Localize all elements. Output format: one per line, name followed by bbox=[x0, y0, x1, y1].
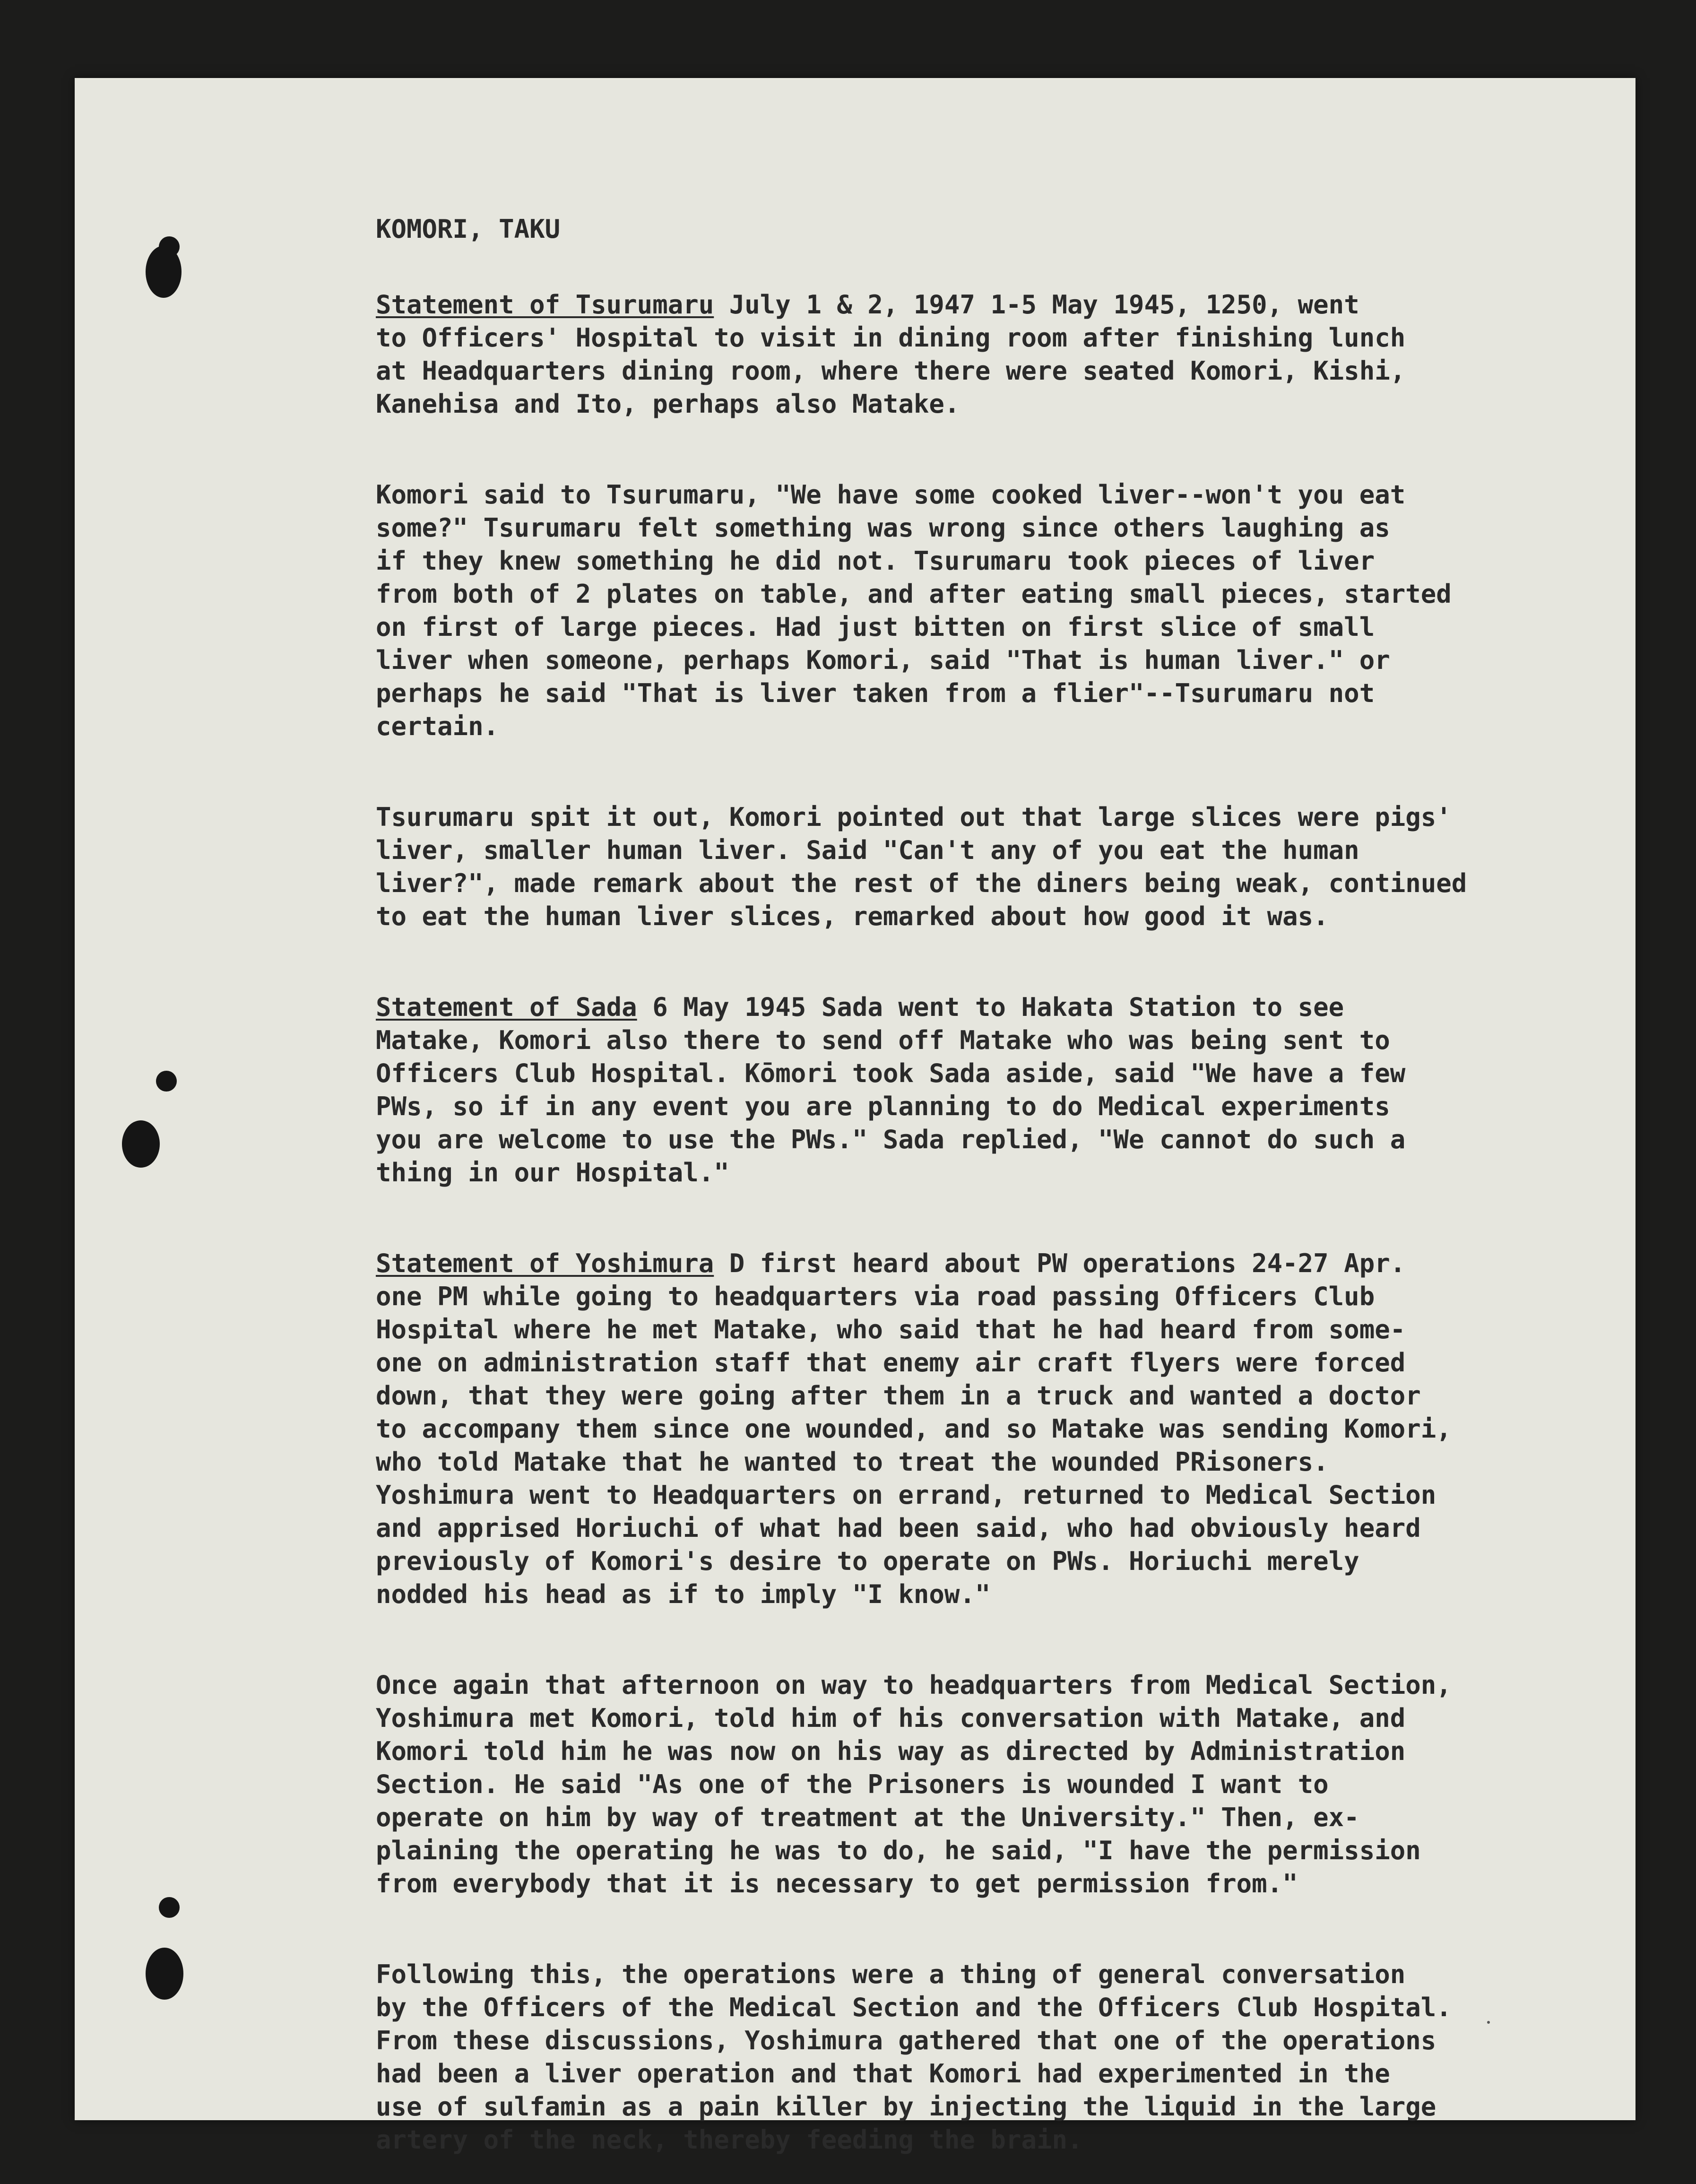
paragraph-text: Following this, the operations were a thing of general conversation by the Officers of the Medical Section and the Officers Club Hospital. From these discussions, Yoshimura gathered that one of the operations had been a liver operation and that Komori had experimented in the use of sulfamin as a pain killer by injecting the liquid in the large artery of the neck, thereby feeding the brain. bbox=[376, 1959, 1452, 2155]
paragraph-sada-statement bbox=[376, 991, 1539, 1189]
paragraph-text: Komori said to Tsurumaru, "We have some cooked liver--won't you eat some?" Tsurumaru felt something was wrong since others laughing as if they knew something he did not. Tsurumaru took pieces of liver from both of 2 plates on table, and after eating small pieces, started on first of large pieces. Had just bitten on first slice of small liver when someone, perhaps Komori, said "That is human liver." or perhaps he said "That is liver taken from a flier"--Tsurumaru not certain. bbox=[376, 480, 1452, 741]
paragraph-cooked-liver bbox=[376, 478, 1539, 743]
document-body bbox=[376, 213, 1539, 2157]
binder-hole-tear bbox=[159, 1897, 180, 1918]
paragraph-text: 6 May 1945 Sada went to Hakata Station to see Matake, Komori also there to send off Matake who was being sent to Officers Club Hospital. Kōmori took Sada aside, said "We have a few PWs, so if in any event you are planning to do Medical experiments you are welcome to use the PWs." Sada replied, "We cannot do such a thing in our Hospital." bbox=[376, 992, 1406, 1187]
binder-hole-middle bbox=[122, 1120, 160, 1168]
document-heading: KOMORI, TAKU bbox=[376, 214, 561, 244]
paragraph-afternoon-meeting bbox=[376, 1669, 1539, 1900]
statement-label: Statement of Tsurumaru bbox=[376, 290, 714, 320]
paragraph-text: Once again that afternoon on way to headquarters from Medical Section, Yoshimura met Komori, told him of his conversation with Matake, and Komori told him he was now on his way as directed by Administration Section. He said "As one of the Prisoners is wounded I want to operate on him by way of treatment at the University." Then, ex- plaining the operating he was to do, he said, "I have the permission from everybody that it is necessary to get permission from." bbox=[376, 1670, 1452, 1898]
binder-hole-tear bbox=[156, 1071, 177, 1092]
paragraph-text: July 1 & 2, 1947 1-5 May 1945, 1250, went to Officers' Hospital to visit in dining room after finishing lunch at Headquarters dining room, where there were seated Komori, Kishi, Kanehisa and Ito, perhaps also Matake. bbox=[376, 290, 1406, 419]
paragraph-tsurumaru-statement bbox=[376, 288, 1539, 421]
paragraph-text: D first heard about PW operations 24-27 Apr. one PM while going to headquarters via road passing Officers Club Hospital where he met Matake, who said that he had heard from some- one on administration staff that enemy air craft flyers were forced down, that they were going after them in a truck and wanted a doctor to accompany them since one wounded, and so Matake was sending Komori, who told Matake that he wanted to treat the wounded PRisoners. Yoshimura went to Headquarters on errand, returned to Medical Section and apprised Horiuchi of what had been said, who had obviously heard previously of Komori's desire to operate on PWs. Horiuchi merely nodded his head as if to imply "I know." bbox=[376, 1248, 1452, 1609]
binder-hole-bottom bbox=[146, 1948, 183, 2000]
paragraph-general-conversation bbox=[376, 1958, 1539, 2157]
paragraph-yoshimura-statement bbox=[376, 1247, 1539, 1611]
statement-label: Statement of Sada bbox=[376, 992, 637, 1022]
paragraph-spit-out bbox=[376, 801, 1539, 933]
binder-hole-top bbox=[146, 246, 182, 298]
statement-label: Statement of Yoshimura bbox=[376, 1248, 714, 1278]
paragraph-text: Tsurumaru spit it out, Komori pointed out that large slices were pigs' liver, smaller human liver. Said "Can't any of you eat the human liver?", made remark about the rest of the diners being weak, continued to eat the human liver slices, remarked about how good it was. bbox=[376, 802, 1467, 931]
